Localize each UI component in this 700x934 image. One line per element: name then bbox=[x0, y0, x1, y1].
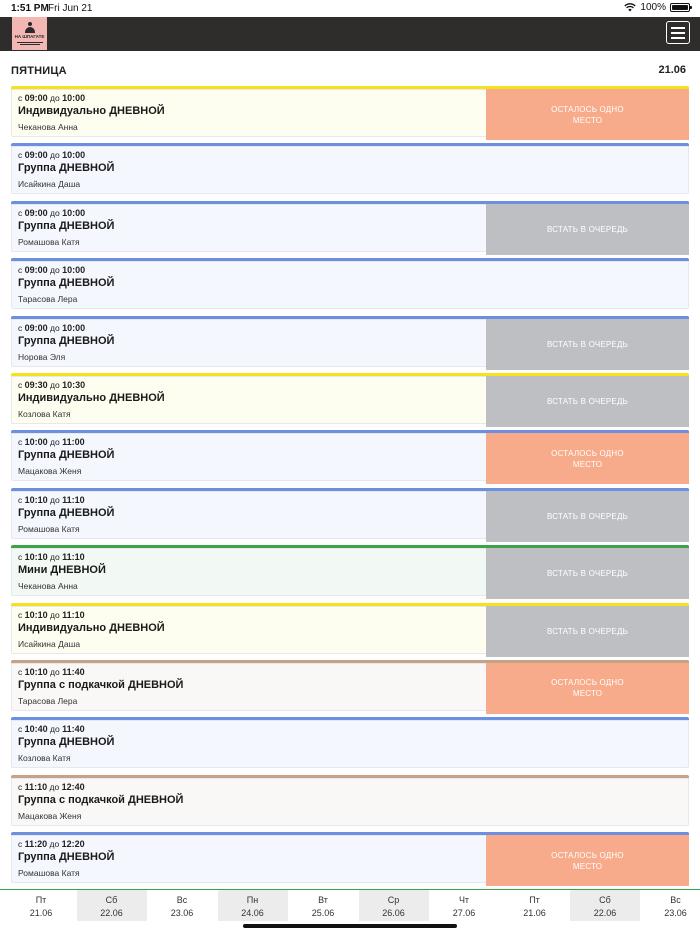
tab-date: 23.06 bbox=[664, 908, 687, 918]
start-time: 10:00 bbox=[24, 437, 48, 448]
status-label: ОСТАЛОСЬ ОДНО МЕСТО bbox=[551, 104, 624, 125]
status-label: ОСТАЛОСЬ ОДНО МЕСТО bbox=[551, 678, 624, 699]
end-time: 10:00 bbox=[62, 207, 86, 218]
day-date: 21.06 bbox=[658, 64, 686, 76]
class-time: с 09:00 до 10:00 bbox=[18, 207, 86, 218]
tab-weekday: Сб bbox=[599, 895, 611, 905]
class-card[interactable] bbox=[11, 201, 689, 252]
end-time: 10:00 bbox=[62, 150, 86, 161]
status-label: ВСТАТЬ В ОЧЕРЕДЬ bbox=[546, 569, 629, 579]
logo[interactable] bbox=[12, 17, 47, 50]
tab-weekday: Ср bbox=[387, 895, 400, 905]
teacher-name: Норова Эля bbox=[18, 351, 66, 362]
tab-weekday: Сб bbox=[105, 895, 118, 905]
day-tab[interactable] bbox=[77, 890, 147, 921]
teacher-name: Чеканова Анна bbox=[18, 581, 78, 592]
day-tab[interactable] bbox=[429, 890, 499, 921]
join-queue-button[interactable] bbox=[486, 201, 689, 255]
tab-weekday: Пт bbox=[35, 895, 47, 905]
class-time: с 10:10 до 11:10 bbox=[18, 494, 85, 505]
day-tab[interactable] bbox=[359, 890, 429, 921]
join-queue-button[interactable] bbox=[486, 545, 689, 599]
tab-date: 25.06 bbox=[311, 908, 335, 918]
class-name: Группа с подкачкой ДНЕВНОЙ bbox=[18, 678, 184, 691]
status-label: ВСТАТЬ В ОЧЕРЕДЬ bbox=[546, 339, 629, 349]
class-name: Группа с подкачкой ДНЕВНОЙ bbox=[18, 793, 184, 806]
day-tab[interactable] bbox=[218, 890, 288, 921]
class-name: Мини ДНЕВНОЙ bbox=[18, 564, 106, 577]
class-info bbox=[18, 782, 183, 821]
class-card[interactable] bbox=[11, 603, 689, 654]
status-one-spot[interactable] bbox=[486, 430, 689, 484]
app-header bbox=[0, 17, 700, 51]
class-time: с 09:00 до 10:00 bbox=[18, 265, 86, 276]
teacher-name: Исайкина Даша bbox=[18, 638, 81, 649]
end-time: 11:00 bbox=[62, 437, 85, 448]
class-time: с 09:00 до 10:00 bbox=[18, 150, 86, 161]
tab-date: 23.06 bbox=[170, 908, 194, 918]
teacher-name: Исайкина Даша bbox=[18, 179, 81, 190]
end-time: 10:00 bbox=[62, 322, 86, 333]
class-info bbox=[18, 323, 114, 362]
class-name: Группа ДНЕВНОЙ bbox=[18, 449, 115, 462]
start-time: 10:10 bbox=[24, 609, 48, 620]
end-time: 10:00 bbox=[62, 93, 86, 103]
end-time: 11:10 bbox=[62, 552, 85, 563]
class-card[interactable] bbox=[11, 86, 689, 137]
class-name: Индивидуально ДНЕВНОЙ bbox=[18, 105, 165, 117]
class-card[interactable] bbox=[11, 660, 689, 711]
menu-button[interactable] bbox=[666, 21, 690, 44]
class-info bbox=[18, 495, 114, 534]
class-time: с 09:00 до 10:00 bbox=[18, 322, 86, 333]
class-name: Группа ДНЕВНОЙ bbox=[18, 736, 115, 749]
class-time: с 09:00 до 10:00 bbox=[18, 93, 86, 103]
tab-date: 21.06 bbox=[29, 908, 53, 918]
class-name: Группа ДНЕВНОЙ bbox=[18, 219, 115, 232]
tab-weekday: Чт bbox=[458, 895, 470, 905]
status-one-spot[interactable] bbox=[486, 832, 689, 886]
tab-date: 22.06 bbox=[593, 908, 617, 918]
class-time: с 09:30 до 10:30 bbox=[18, 379, 86, 390]
tab-weekday: Пн bbox=[246, 895, 259, 905]
wifi-icon bbox=[624, 3, 636, 12]
start-time: 09:30 bbox=[24, 379, 48, 390]
class-name: Группа ДНЕВНОЙ bbox=[18, 506, 115, 519]
class-card[interactable] bbox=[11, 717, 689, 768]
start-time: 09:00 bbox=[24, 150, 48, 161]
start-time: 11:10 bbox=[24, 781, 48, 792]
tab-weekday: Вс bbox=[670, 895, 681, 905]
class-card[interactable] bbox=[11, 373, 689, 424]
status-label: ВСТАТЬ В ОЧЕРЕДЬ bbox=[546, 626, 629, 636]
day-tab[interactable] bbox=[641, 890, 700, 921]
class-info bbox=[18, 610, 165, 649]
logo-text: НА ШПАГАТЕ bbox=[14, 34, 45, 40]
tab-date: 21.06 bbox=[523, 908, 546, 918]
class-card[interactable] bbox=[11, 545, 689, 596]
tab-date: 27.06 bbox=[452, 908, 476, 918]
class-info bbox=[18, 437, 114, 476]
status-label: ВСТАТЬ В ОЧЕРЕДЬ bbox=[546, 511, 629, 521]
class-time: с 10:10 до 11:10 bbox=[18, 609, 85, 620]
status-label: ОСТАЛОСЬ ОДНО МЕСТО bbox=[551, 850, 624, 871]
tab-date: 24.06 bbox=[241, 908, 264, 918]
start-time: 09:00 bbox=[24, 322, 48, 333]
class-time: с 10:10 до 11:10 bbox=[18, 552, 85, 563]
class-time: с 11:10 до 12:40 bbox=[18, 781, 85, 792]
tab-weekday: Вс bbox=[176, 895, 188, 905]
join-queue-button[interactable] bbox=[486, 603, 689, 657]
teacher-name: Тарасова Лера bbox=[18, 294, 78, 305]
class-info bbox=[18, 93, 165, 132]
teacher-name: Чеканова Анна bbox=[18, 122, 78, 132]
end-time: 11:40 bbox=[62, 724, 85, 735]
status-right bbox=[624, 2, 690, 13]
teacher-name: Ромашова Катя bbox=[18, 523, 80, 534]
class-info bbox=[18, 724, 114, 763]
end-time: 12:20 bbox=[61, 839, 85, 850]
class-info bbox=[18, 667, 183, 706]
status-label: ОСТАЛОСЬ ОДНО МЕСТО bbox=[551, 448, 624, 469]
class-time: с 11:20 до 12:20 bbox=[18, 839, 85, 850]
class-time: с 10:40 до 11:40 bbox=[18, 724, 85, 735]
dancer-icon bbox=[25, 22, 35, 34]
class-time: с 10:00 до 11:00 bbox=[18, 437, 85, 448]
class-card[interactable] bbox=[11, 775, 689, 826]
status-date: Fri Jun 21 bbox=[48, 3, 93, 14]
start-time: 10:10 bbox=[24, 494, 48, 505]
tab-weekday: Вт bbox=[318, 895, 328, 905]
class-info bbox=[18, 265, 114, 304]
teacher-name: Ромашова Катя bbox=[18, 868, 80, 879]
class-name: Индивидуально ДНЕВНОЙ bbox=[18, 621, 165, 634]
class-name: Индивидуально ДНЕВНОЙ bbox=[18, 391, 165, 404]
end-time: 11:10 bbox=[62, 609, 85, 620]
class-info bbox=[18, 552, 106, 591]
join-queue-button[interactable] bbox=[486, 316, 689, 370]
start-time: 09:00 bbox=[24, 93, 48, 103]
hamburger-icon bbox=[671, 27, 685, 29]
teacher-name: Ромашова Катя bbox=[18, 236, 80, 247]
class-info bbox=[18, 150, 114, 189]
class-info bbox=[18, 380, 165, 419]
status-label: ВСТАТЬ В ОЧЕРЕДЬ bbox=[546, 224, 629, 234]
day-tab[interactable] bbox=[147, 890, 217, 921]
class-card[interactable] bbox=[11, 258, 689, 309]
start-time: 10:40 bbox=[24, 724, 48, 735]
end-time: 11:10 bbox=[62, 494, 85, 505]
day-tab[interactable] bbox=[570, 890, 640, 921]
class-info bbox=[18, 839, 114, 878]
status-one-spot[interactable] bbox=[486, 86, 689, 140]
start-time: 10:10 bbox=[24, 552, 48, 563]
join-queue-button[interactable] bbox=[486, 373, 689, 427]
start-time: 11:20 bbox=[24, 839, 48, 850]
end-time: 11:40 bbox=[62, 666, 85, 677]
class-list bbox=[11, 86, 689, 889]
tab-weekday: Пт bbox=[529, 895, 540, 905]
class-card[interactable] bbox=[11, 832, 689, 883]
class-name: Группа ДНЕВНОЙ bbox=[18, 277, 115, 290]
day-tab[interactable] bbox=[500, 890, 570, 921]
class-card[interactable] bbox=[11, 430, 689, 481]
teacher-name: Тарасова Лера bbox=[18, 695, 78, 706]
end-time: 10:00 bbox=[62, 265, 86, 276]
day-tab[interactable] bbox=[288, 890, 358, 921]
tab-date: 22.06 bbox=[100, 908, 123, 918]
day-title: ПЯТНИЦА bbox=[11, 65, 67, 77]
teacher-name: Козлова Катя bbox=[18, 408, 71, 419]
class-card[interactable] bbox=[11, 143, 689, 194]
class-info bbox=[18, 208, 114, 247]
start-time: 10:10 bbox=[24, 666, 48, 677]
end-time: 10:30 bbox=[62, 379, 86, 390]
start-time: 09:00 bbox=[24, 207, 48, 218]
teacher-name: Козлова Катя bbox=[18, 753, 71, 764]
class-name: Группа ДНЕВНОЙ bbox=[18, 334, 115, 347]
status-time: 1:51 PM bbox=[11, 3, 49, 14]
teacher-name: Мацакова Женя bbox=[18, 466, 82, 477]
battery-icon bbox=[670, 3, 690, 12]
class-card[interactable] bbox=[11, 488, 689, 539]
status-bar bbox=[0, 0, 700, 17]
home-indicator bbox=[243, 924, 457, 928]
status-label: ВСТАТЬ В ОЧЕРЕДЬ bbox=[546, 396, 629, 406]
teacher-name: Мацакова Женя bbox=[18, 810, 82, 821]
day-tab[interactable] bbox=[6, 890, 76, 921]
class-name: Группа ДНЕВНОЙ bbox=[18, 851, 115, 864]
class-name: Группа ДНЕВНОЙ bbox=[18, 162, 115, 175]
class-card[interactable] bbox=[11, 316, 689, 367]
battery-percent: 100% bbox=[640, 2, 666, 13]
class-time: с 10:10 до 11:40 bbox=[18, 666, 85, 677]
tab-date: 26.06 bbox=[382, 908, 405, 918]
end-time: 12:40 bbox=[61, 781, 85, 792]
start-time: 09:00 bbox=[24, 265, 48, 276]
join-queue-button[interactable] bbox=[486, 488, 689, 542]
status-one-spot[interactable] bbox=[486, 660, 689, 714]
